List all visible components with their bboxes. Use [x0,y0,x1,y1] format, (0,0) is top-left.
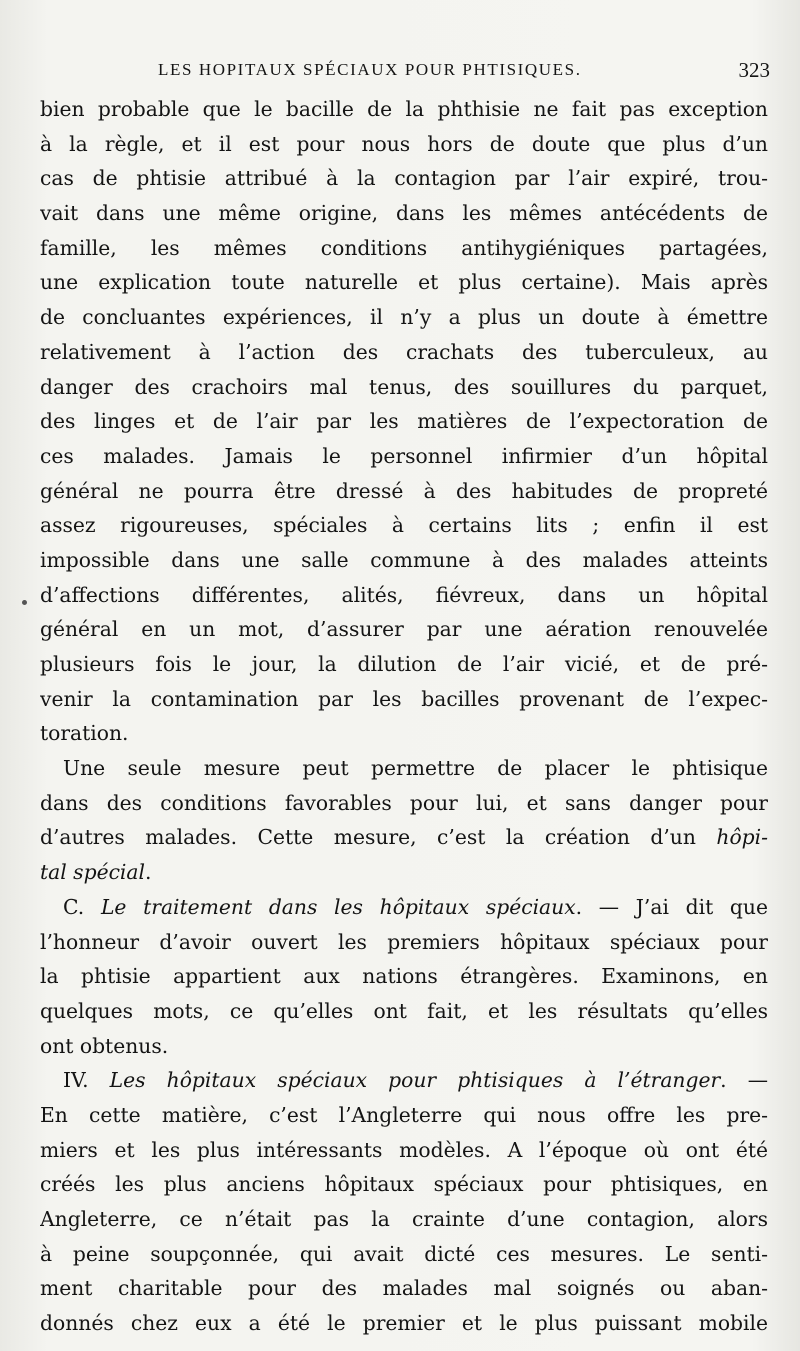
line-text: quelques mots, ce qu’elles ont fait, et les résultats qu’elles [40,998,768,1023]
line-text: ment charitable pour des malades mal soignés ou aban- [40,1276,768,1301]
text-line [40,1271,768,1306]
italic-text: tal spécial [40,860,145,885]
line-text: danger des crachoirs mal tenus, des souillures du parquet, [40,374,768,399]
text-line [40,925,768,960]
line-text: d’affections différentes, alités, fiévreux, dans un hôpital [40,582,768,607]
text-line [40,612,768,647]
line-text: . — [720,1068,768,1093]
text-line [40,855,768,890]
italic-text: Les hôpitaux spéciaux pour phtisiques à l’étranger [109,1068,721,1093]
line-text: des linges et de l’air par les matières de l’expectoration de [40,409,768,434]
text-line [40,370,768,405]
line-text: la phtisie appartient aux nations étrangères. Examinons, en [40,964,768,989]
line-text: relativement à l’action des crachats des tuberculeux, au [40,339,768,364]
line-text: général ne pourra être dressé à des habitudes de propreté [40,478,768,503]
line-text: à la règle, et il est pour nous hors de doute que plus d’un [40,131,768,156]
line-text: C. [63,894,101,919]
line-text: l’honneur d’avoir ouvert les premiers hôpitaux spéciaux pour [40,929,768,954]
text-line [40,265,768,300]
text-line [40,1098,768,1133]
text-line [40,1237,768,1272]
text-line [40,161,768,196]
text-line [40,786,768,821]
line-text: . [145,860,152,885]
line-text: . — J’ai dit que [575,894,768,919]
text-line [40,820,768,855]
text-line [40,1306,768,1341]
line-text: d’autres malades. Cette mesure, c’est la création d’un [40,825,696,850]
line-text: IV. [63,1068,110,1093]
text-line [40,335,768,370]
text-line [40,1133,768,1168]
text-line [40,474,768,509]
text-line [40,508,768,543]
text-line [40,127,768,162]
line-text: une explication toute naturelle et plus certaine). Mais après [40,270,768,295]
line-text: ont obtenus. [40,1033,169,1058]
text-line [40,959,768,994]
text-line [40,647,768,682]
line-text: plusieurs fois le jour, la dilution de l’air vicié, et de pré- [40,652,768,676]
text-line [40,543,768,578]
line-text: assez rigoureuses, spéciales à certains lits ; enfin il est [40,513,768,538]
line-text: cas de phtisie attribué à la contagion par l’air expiré, trou- [40,166,768,191]
text-line [40,231,768,266]
line-text: En cette matière, c’est l’Angleterre qui nous offre les pre- [40,1102,768,1127]
line-text: toration. [40,721,129,746]
running-head: LES HOPITAUX SPÉCIAUX POUR PHTISIQUES. [158,60,582,79]
text-line [40,300,768,335]
text-line [40,994,768,1029]
text-line [40,751,768,786]
line-text: Une seule mesure peut permettre de placer le phtisique [63,756,768,781]
line-text: de concluantes expériences, il n’y a plus un doute à émettre [40,305,768,330]
line-text: venir la contamination par les bacilles provenant de l’expec- [40,686,768,711]
line-text: vait dans une même origine, dans les mêmes antécédents de [40,201,768,226]
line-text: ces malades. Jamais le personnel infirmier d’un hôpital [40,443,768,468]
line-text: dans des conditions favorables pour lui, et sans danger pour [40,790,768,815]
body-text [40,92,768,1341]
italic-text: hôpi- [716,825,768,850]
line-text: créés les plus anciens hôpitaux spéciaux pour phtisiques, en [40,1172,768,1197]
line-text: miers et les plus intéressants modèles. A l’époque où ont été [40,1137,768,1162]
text-line [40,682,768,717]
line-text: bien probable que le bacille de la phthisie ne fait pas exception [40,97,768,121]
text-line [40,1063,768,1098]
page-number: 323 [738,58,770,82]
line-text: général en un mot, d’assurer par une aération renouvelée [40,617,768,642]
text-line [40,92,768,127]
line-text: à peine soupçonnée, qui avait dicté ces mesures. Le senti- [40,1241,768,1266]
text-line [40,439,768,474]
line-text: Angleterre, ce n’était pas la crainte d’une contagion, alors [40,1207,768,1231]
text-line [40,404,768,439]
page-header [40,56,770,86]
text-line [40,578,768,613]
text-line [40,716,768,751]
text-line [40,890,768,925]
line-text: donnés chez eux a été le premier et le plus puissant mobile [40,1311,768,1336]
ink-speck [22,600,27,605]
text-line [40,196,768,231]
italic-text: Le traitement dans les hôpitaux spéciaux [100,894,576,919]
text-line [40,1029,768,1064]
text-line [40,1202,768,1237]
text-line [40,1167,768,1202]
line-text: famille, les mêmes conditions antihygiéniques partagées, [40,235,768,260]
line-text: impossible dans une salle commune à des malades atteints [40,547,768,572]
